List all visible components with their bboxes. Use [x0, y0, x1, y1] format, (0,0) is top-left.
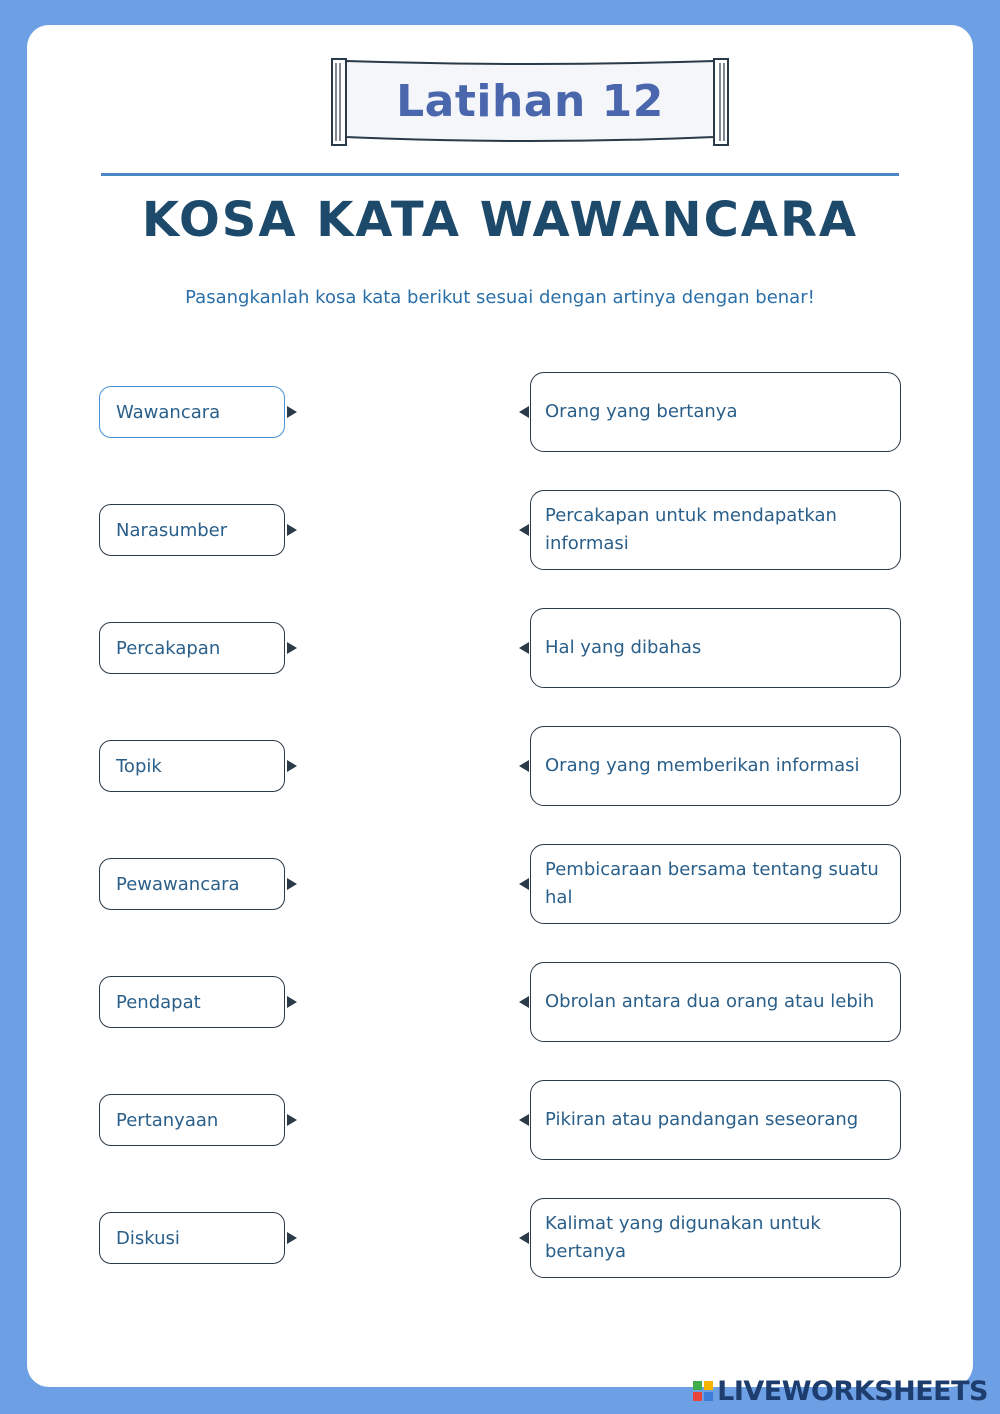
connector-arrow-icon[interactable]: [519, 406, 529, 418]
footer-brand: [693, 1376, 988, 1406]
definition-box[interactable]: Obrolan antara dua orang atau lebih: [530, 962, 901, 1042]
term-box[interactable]: Pendapat: [99, 976, 285, 1028]
term-box[interactable]: Diskusi: [99, 1212, 285, 1264]
connector-arrow-icon[interactable]: [287, 1232, 297, 1244]
connector-arrow-icon[interactable]: [519, 642, 529, 654]
term-box[interactable]: Pewawancara: [99, 858, 285, 910]
connector-arrow-icon[interactable]: [287, 524, 297, 536]
liveworksheets-logo-icon: [693, 1381, 713, 1401]
term-box[interactable]: Percakapan: [99, 622, 285, 674]
connector-arrow-icon[interactable]: [287, 878, 297, 890]
connector-arrow-icon[interactable]: [519, 524, 529, 536]
definition-box[interactable]: Kalimat yang digunakan untuk bertanya: [530, 1198, 901, 1278]
term-box[interactable]: Pertanyaan: [99, 1094, 285, 1146]
connector-arrow-icon[interactable]: [519, 996, 529, 1008]
title-banner: [330, 55, 730, 147]
connector-arrow-icon[interactable]: [287, 996, 297, 1008]
page-title: KOSA KATA WAWANCARA: [141, 192, 859, 248]
term-box[interactable]: Wawancara: [99, 386, 285, 438]
connector-arrow-icon[interactable]: [519, 1232, 529, 1244]
term-box[interactable]: Topik: [99, 740, 285, 792]
term-box[interactable]: Narasumber: [99, 504, 285, 556]
connector-arrow-icon[interactable]: [519, 1114, 529, 1126]
divider: [101, 173, 899, 176]
definition-box[interactable]: Orang yang bertanya: [530, 372, 901, 452]
exercise-title: Latihan 12: [396, 75, 664, 127]
definition-box[interactable]: Orang yang memberikan informasi: [530, 726, 901, 806]
brand-name: LIVEWORKSHEETS: [717, 1375, 988, 1407]
connector-arrow-icon[interactable]: [287, 1114, 297, 1126]
connector-arrow-icon[interactable]: [287, 406, 297, 418]
connector-arrow-icon[interactable]: [287, 760, 297, 772]
connector-arrow-icon[interactable]: [287, 642, 297, 654]
instruction-text: Pasangkanlah kosa kata berikut sesuai dengan artinya dengan benar!: [185, 287, 815, 308]
definition-box[interactable]: Percakapan untuk mendapatkan informasi: [530, 490, 901, 570]
connector-arrow-icon[interactable]: [519, 760, 529, 772]
connector-arrow-icon[interactable]: [519, 878, 529, 890]
definition-box[interactable]: Hal yang dibahas: [530, 608, 901, 688]
definition-box[interactable]: Pikiran atau pandangan seseorang: [530, 1080, 901, 1160]
definition-box[interactable]: Pembicaraan bersama tentang suatu hal: [530, 844, 901, 924]
